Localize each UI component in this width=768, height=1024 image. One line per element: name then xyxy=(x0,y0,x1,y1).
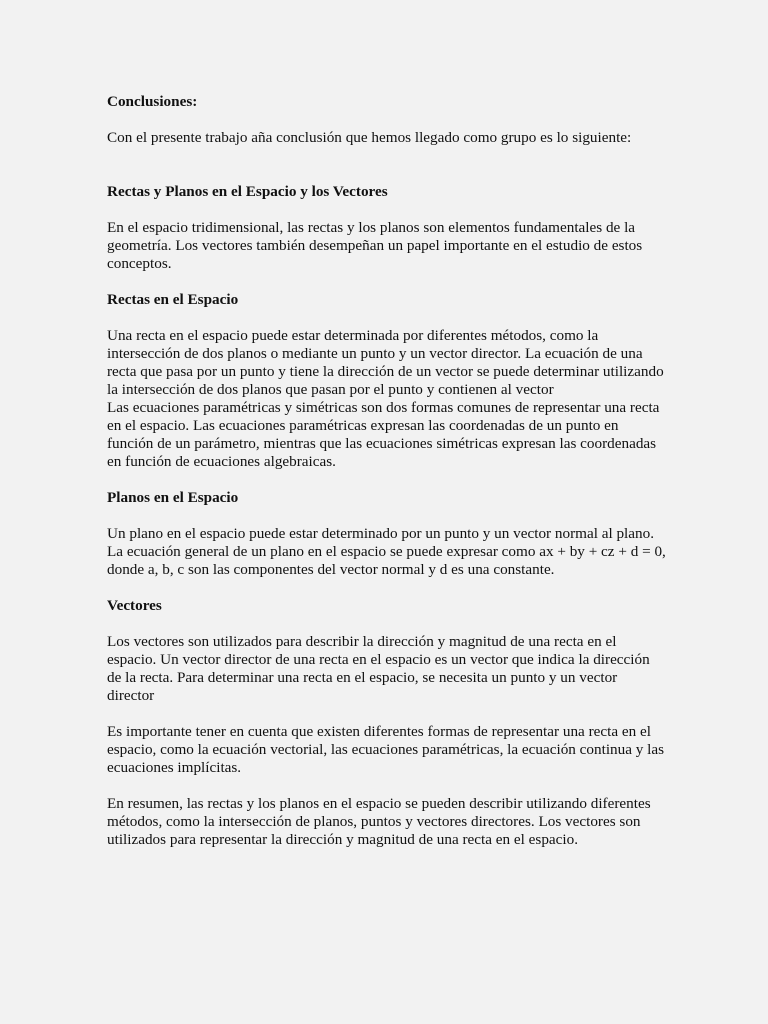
paragraph-planos xyxy=(107,525,667,579)
text-line: métodos, como la intersección de planos, puntos y vectores directores. Los vectores son xyxy=(107,813,641,830)
text-line: Los vectores son utilizados para describir la dirección y magnitud de una recta en el xyxy=(107,633,617,650)
text-line: utilizados para representar la dirección y magnitud de una recta en el espacio. xyxy=(107,831,579,848)
text-line: ecuaciones implícitas. xyxy=(107,759,242,776)
text-line: La ecuación general de un plano en el espacio se puede expresar como ax + by + cz + d = 0, xyxy=(107,543,666,560)
main-section-heading: Rectas y Planos en el Espacio y los Vectores xyxy=(107,183,388,200)
spacer xyxy=(107,147,667,183)
rectas-heading: Rectas en el Espacio xyxy=(107,291,239,308)
spacer xyxy=(107,273,667,291)
text-line: director xyxy=(107,687,155,704)
conclusions-title: Conclusiones: xyxy=(107,93,198,110)
text-line: la intersección de dos planos que pasan por el punto y contienen al vector xyxy=(107,381,554,398)
text-line: espacio. Un vector director de una recta en el espacio es un vector que indica la dirección xyxy=(107,651,650,668)
text-line: en el espacio. Las ecuaciones paramétricas expresan las coordenadas de un punto en xyxy=(107,417,619,434)
document-body xyxy=(107,93,667,849)
text-line: de la recta. Para determinar una recta en el espacio, se necesita un punto y un vector xyxy=(107,669,618,686)
spacer xyxy=(107,201,667,219)
planos-heading: Planos en el Espacio xyxy=(107,489,239,506)
text-line: Las ecuaciones paramétricas y simétricas son dos formas comunes de representar una recta xyxy=(107,399,660,416)
intro-paragraph: Con el presente trabajo aña conclusión que hemos llegado como grupo es lo siguiente: xyxy=(107,129,632,146)
spacer xyxy=(107,777,667,795)
spacer xyxy=(107,471,667,489)
text-line: en función de ecuaciones algebraicas. xyxy=(107,453,336,470)
spacer xyxy=(107,507,667,525)
text-line: intersección de dos planos o mediante un punto y un vector director. La ecuación de una xyxy=(107,345,643,362)
paragraph-resumen xyxy=(107,795,667,849)
spacer xyxy=(107,111,667,129)
paragraph-rectas xyxy=(107,327,667,471)
text-line: conceptos. xyxy=(107,255,172,272)
text-line: Una recta en el espacio puede estar determinada por diferentes métodos, como la xyxy=(107,327,599,344)
text-line: espacio, como la ecuación vectorial, las ecuaciones paramétricas, la ecuación continua y las xyxy=(107,741,665,758)
spacer xyxy=(107,705,667,723)
text-line: En el espacio tridimensional, las rectas y los planos son elementos fundamentales de la xyxy=(107,219,636,236)
text-line: función de un parámetro, mientras que las ecuaciones simétricas expresan las coordenadas xyxy=(107,435,657,452)
vectores-heading: Vectores xyxy=(107,597,162,614)
text-line: En resumen, las rectas y los planos en el espacio se pueden describir utilizando diferentes xyxy=(107,795,651,812)
spacer xyxy=(107,309,667,327)
text-line: Es importante tener en cuenta que existen diferentes formas de representar una recta en el xyxy=(107,723,651,740)
paragraph-vectores xyxy=(107,633,667,705)
spacer xyxy=(107,579,667,597)
text-line: Un plano en el espacio puede estar determinado por un punto y un vector normal al plano. xyxy=(107,525,655,542)
paragraph-formas xyxy=(107,723,667,777)
text-line: donde a, b, c son las componentes del vector normal y d es una constante. xyxy=(107,561,555,578)
text-line: geometría. Los vectores también desempeñan un papel importante en el estudio de estos xyxy=(107,237,643,254)
text-line: recta que pasa por un punto y tiene la dirección de un vector se puede determinar utilizando xyxy=(107,363,664,380)
spacer xyxy=(107,615,667,633)
paragraph-espacio-tridimensional xyxy=(107,219,667,273)
